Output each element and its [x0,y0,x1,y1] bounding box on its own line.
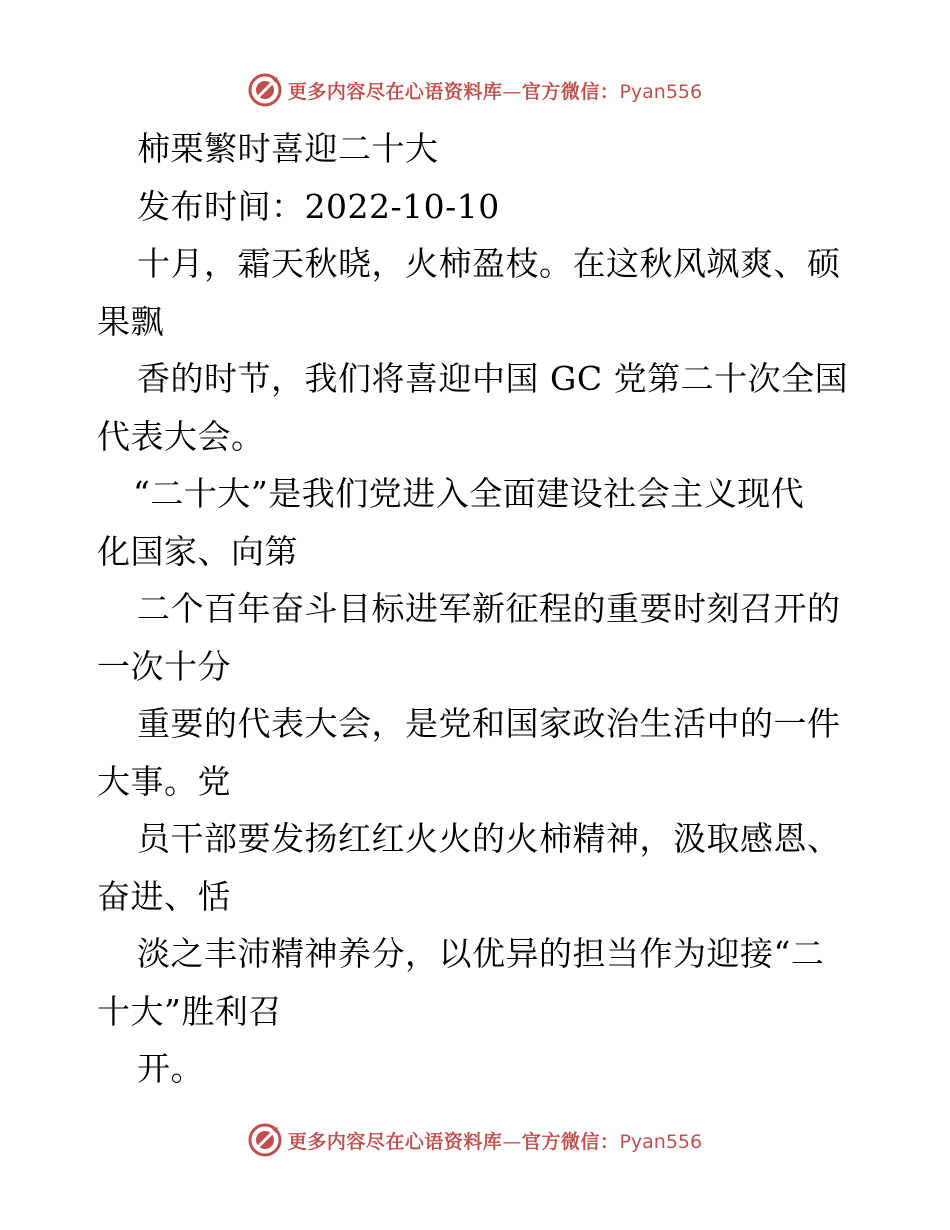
red-seal-logo-icon [248,73,282,107]
paragraph-line: 代表大会。 [97,416,265,456]
paragraph-line: 重要的代表大会，是党和国家政治生活中的一件 [137,704,841,743]
paragraph-line: 香的时节，我们将喜迎中国 GC 党第二十次全国 [137,359,849,398]
footer-watermark [0,1120,950,1160]
paragraph-line: 十月，霜天秋晓，火柿盈枝。在这秋风飒爽、硕 [137,244,841,283]
paragraph-line: 二个百年奋斗目标进军新征程的重要时刻召开的 [137,589,841,628]
paragraph-line: 果飘 [97,301,164,341]
paragraph-line: 开。 [137,1049,204,1088]
document-body [97,120,857,1098]
paragraph-line: 大事。党 [97,761,231,801]
watermark-text: 更多内容尽在心语资料库—官方微信：Pyan556 [287,80,703,103]
paragraph-line: 十大”胜利召 [97,991,282,1031]
paragraph-line: 化国家、向第 [97,531,298,571]
watermark-text: 更多内容尽在心语资料库—官方微信：Pyan556 [287,1130,703,1153]
paragraph-line: “二十大”是我们党进入全面建设社会主义现代 [133,474,805,513]
paragraph-line: 一次十分 [97,646,231,686]
header-watermark [0,70,950,110]
paragraph-line: 奋进、恬 [97,876,231,916]
paragraph-line: 员干部要发扬红红火火的火柿精神，汲取感恩、 [137,819,841,858]
publish-date: 发布时间：2022-10-10 [137,186,500,226]
paragraph-line: 淡之丰沛精神养分，以优异的担当作为迎接“二 [137,934,825,973]
red-seal-logo-icon [248,1123,282,1157]
document-title: 柿栗繁时喜迎二十大 [137,129,439,168]
